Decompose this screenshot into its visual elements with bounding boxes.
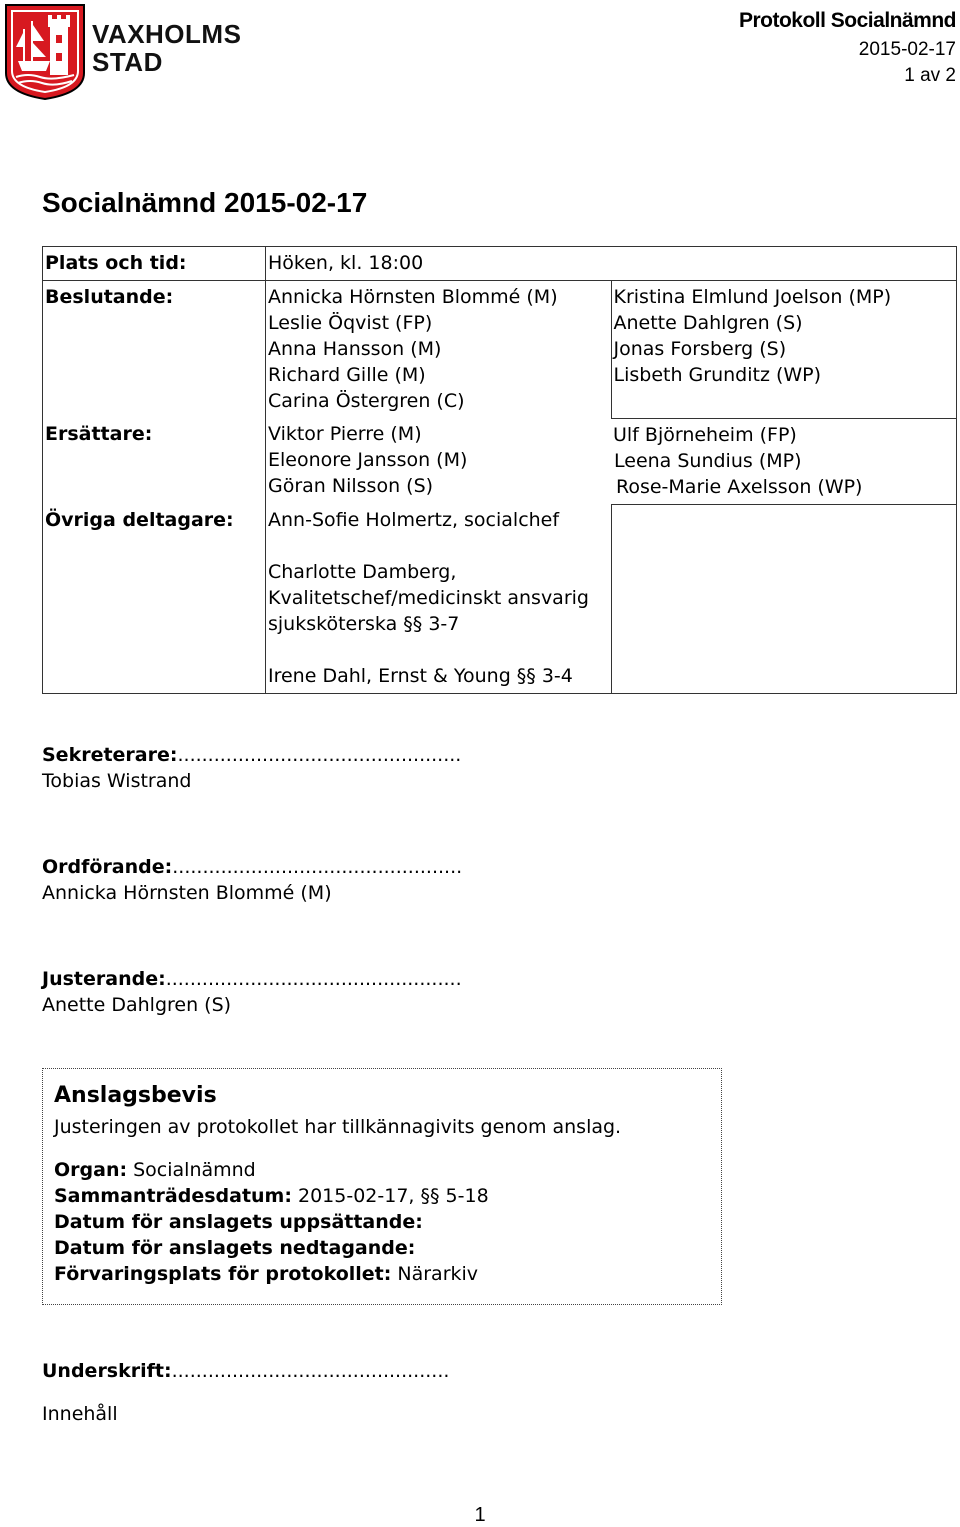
- decision-label: Beslutande:: [45, 286, 174, 308]
- others-label: Övriga deltagare:: [45, 509, 234, 531]
- page-title: Socialnämnd 2015-02-17: [42, 187, 368, 218]
- list-item: Ulf Björneheim (FP): [613, 423, 797, 446]
- list-item: Kvalitetschef/medicinskt ansvarig: [268, 587, 589, 609]
- others-label-cell: [43, 504, 266, 694]
- meeting-details-table: [42, 246, 957, 694]
- list-item: Leena Sundius (MP): [614, 449, 802, 472]
- posting-certificate-box: [42, 1068, 722, 1305]
- removed-date-label: Datum för anslagets nedtagande:: [54, 1237, 416, 1259]
- removed-date-row: [54, 1237, 415, 1259]
- posted-date-row: [54, 1211, 423, 1233]
- storage-label: Förvaringsplats för protokollet:: [54, 1263, 392, 1285]
- coat-of-arms-icon: [4, 3, 88, 101]
- list-item: Göran Nilsson (S): [268, 475, 434, 497]
- table-row: [43, 247, 957, 281]
- list-item: Charlotte Damberg,: [268, 561, 457, 583]
- storage-row: [54, 1263, 478, 1285]
- signature-line: ..............................................: [171, 1360, 450, 1382]
- decision-col1: [266, 281, 612, 419]
- signature-line: .................................................: [165, 968, 462, 990]
- table-row: [43, 418, 957, 504]
- logo-text: VAXHOLMS STAD: [92, 19, 242, 77]
- list-item: Leslie Öqvist (FP): [268, 312, 433, 334]
- chair-label: Ordförande:: [42, 856, 173, 878]
- vaxholm-logo: [4, 3, 254, 101]
- substitutes-label-cell: [43, 418, 266, 504]
- list-item: Ann-Sofie Holmertz, socialchef: [268, 509, 560, 531]
- page-counter: 1 av 2: [904, 65, 956, 86]
- place-value: Höken, kl. 18:00: [266, 247, 957, 281]
- place-label: Plats och tid:: [45, 252, 187, 274]
- posted-date-label: Datum för anslagets uppsättande:: [54, 1211, 423, 1233]
- signature-row: [42, 1360, 449, 1382]
- meeting-date-row: [54, 1185, 489, 1207]
- list-item: Annicka Hörnsten Blommé (M): [268, 286, 558, 308]
- list-item: Lisbeth Grunditz (WP): [613, 364, 822, 386]
- organ-value: Socialnämnd: [127, 1159, 256, 1181]
- signature-label: Underskrift:: [42, 1360, 172, 1382]
- document-type: Protokoll Socialnämnd: [738, 9, 956, 32]
- contents-heading: Innehåll: [42, 1403, 118, 1425]
- substitutes-col2: [611, 418, 957, 504]
- table-row: [43, 281, 957, 419]
- substitutes-label: Ersättare:: [45, 423, 153, 445]
- storage-value: Närarkiv: [391, 1263, 479, 1285]
- list-item: Viktor Pierre (M): [268, 423, 422, 445]
- adjuster-label: Justerande:: [42, 968, 166, 990]
- organ-row: [54, 1159, 256, 1181]
- chair-signature: [42, 856, 462, 904]
- meeting-date-value: 2015-02-17, §§ 5-18: [291, 1185, 489, 1207]
- list-item: Anna Hansson (M): [268, 338, 442, 360]
- list-item: Carina Östergren (C): [268, 390, 465, 412]
- list-item: Richard Gille (M): [268, 364, 426, 386]
- substitutes-col1: [266, 418, 612, 504]
- others-col1: [266, 504, 612, 694]
- list-item: Eleonore Jansson (M): [268, 449, 468, 471]
- place-label-cell: [43, 247, 266, 281]
- list-item: Rose-Marie Axelsson (WP): [616, 475, 863, 498]
- list-item: Anette Dahlgren (S): [613, 312, 803, 334]
- secretary-label: Sekreterare:: [42, 744, 178, 766]
- chair-name: Annicka Hörnsten Blommé (M): [42, 882, 332, 904]
- adjuster-signature: [42, 968, 462, 1016]
- list-item: Kristina Elmlund Joelson (MP): [613, 286, 892, 308]
- notice-title: Anslagsbevis: [54, 1083, 217, 1108]
- others-col2: [611, 504, 957, 694]
- table-row: [43, 504, 957, 694]
- organ-label: Organ:: [54, 1159, 128, 1181]
- list-item: Jonas Forsberg (S): [613, 338, 787, 360]
- notice-text: Justeringen av protokollet har tillkännagivits genom anslag.: [54, 1116, 622, 1138]
- list-item: sjuksköterska §§ 3-7: [268, 613, 460, 635]
- secretary-signature: [42, 744, 461, 792]
- signature-line: ................................................: [172, 856, 463, 878]
- page-number: 1: [474, 1504, 486, 1526]
- signature-line: ...............................................: [177, 744, 462, 766]
- adjuster-name: Anette Dahlgren (S): [42, 994, 232, 1016]
- secretary-name: Tobias Wistrand: [42, 770, 192, 792]
- decision-label-cell: [43, 281, 266, 419]
- header-date: 2015-02-17: [858, 39, 956, 60]
- list-item: Irene Dahl, Ernst & Young §§ 3-4: [268, 665, 573, 687]
- meeting-date-label: Sammanträdesdatum:: [54, 1185, 292, 1207]
- decision-col2: [611, 281, 957, 419]
